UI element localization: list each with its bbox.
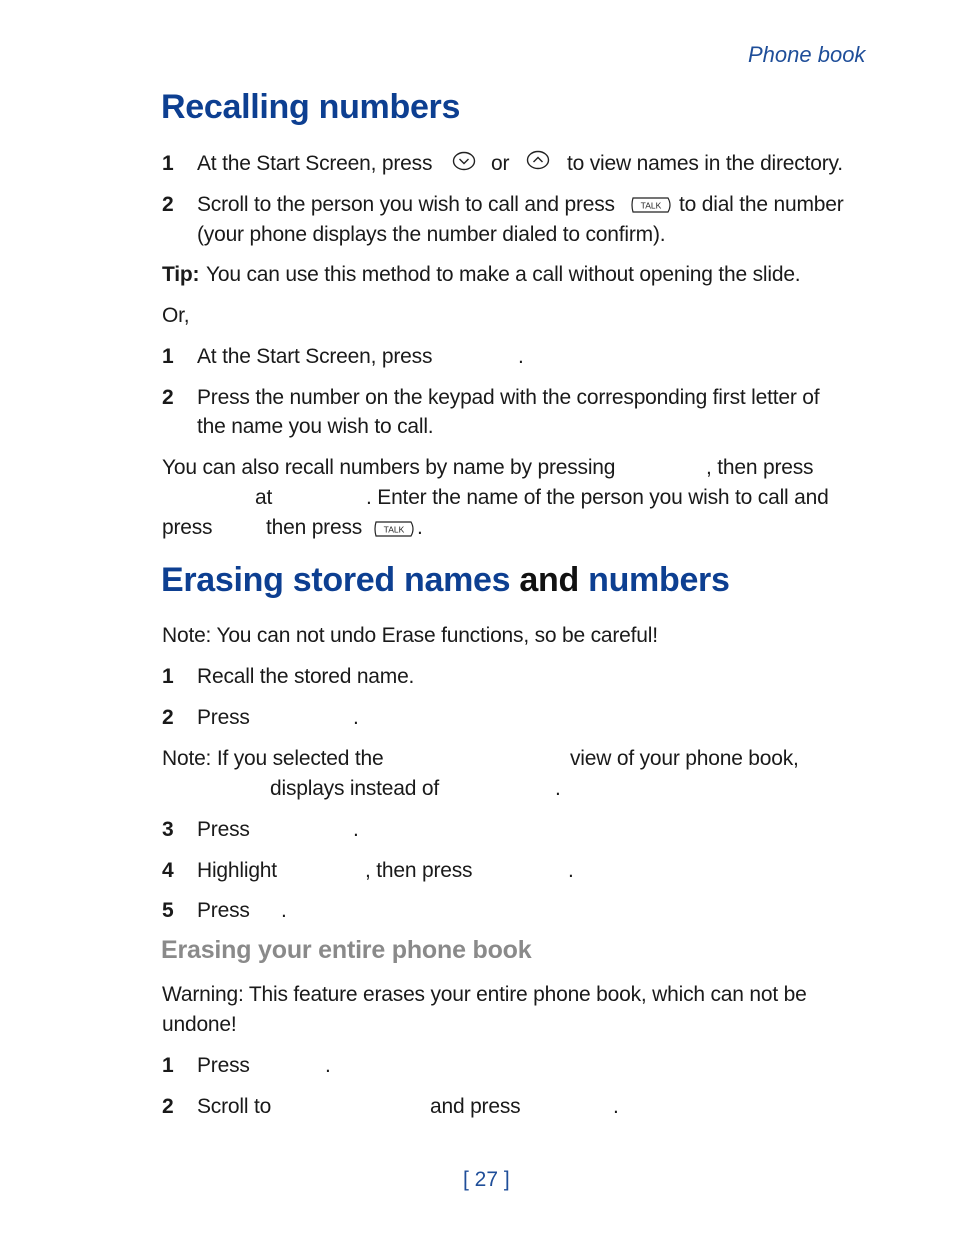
step-text: the name you wish to call. [197,415,434,438]
tip-text: You can use this method to make a call without opening the slide. [206,263,801,286]
step-number: 3 [162,818,174,841]
step-text: Press [197,1054,250,1077]
step-text: . [325,1054,331,1077]
step-text: At the Start Screen, press [197,345,433,368]
note-text: Note: If you selected the [162,747,384,770]
step-text: . [353,818,359,841]
tip-label: Tip: [162,263,200,286]
step-text: Press [197,818,250,841]
title-part: Erasing stored names [161,561,511,599]
section-title-recalling: Recalling numbers [161,88,461,126]
paragraph-text: press [162,516,213,539]
step-text: Recall the stored name. [197,665,415,688]
step-text: Press [197,899,250,922]
subsection-title: Erasing your entire phone book [161,936,532,964]
step-number: 2 [162,386,174,409]
step-number: 5 [162,899,174,922]
step-number: 4 [162,859,174,882]
step-text: (your phone displays the number dialed to confirm). [197,223,666,246]
step-number: 2 [162,706,174,729]
step-text: Scroll to the person you wish to call and press [197,193,615,216]
step-text: . [518,345,524,368]
note-text: . [555,777,561,800]
step-text: . [281,899,287,922]
svg-text:TALK: TALK [640,200,662,211]
talk-key-icon [373,519,417,539]
section-title-erasing [161,561,730,600]
title-part: numbers [588,561,730,599]
note-text: Note: You can not undo Erase functions, so be careful! [162,624,658,647]
step-text: . [353,706,359,729]
step-number: 2 [162,193,174,216]
step-text: . [568,859,574,882]
page-number: [ 27 ] [463,1168,510,1191]
step-text: Highlight [197,859,277,882]
step-text: to dial the number [679,193,844,216]
paragraph-text: at [255,486,273,509]
svg-text:TALK: TALK [383,524,405,535]
step-number: 1 [162,152,174,175]
step-number: 1 [162,345,174,368]
paragraph-text: . [417,516,423,539]
paragraph-text: . Enter the name of the person you wish to call and [366,486,829,509]
note-text: displays instead of [270,777,439,800]
talk-key-icon [630,195,674,215]
paragraph-text: , then press [706,456,814,479]
step-text: and press [430,1095,521,1118]
step-text: Press the number on the keypad with the corresponding first letter of [197,386,820,409]
step-number: 1 [162,1054,174,1077]
step-number: 2 [162,1095,174,1118]
step-text: At the Start Screen, press [197,152,433,175]
title-part: and [519,561,579,599]
step-text: Scroll to [197,1095,272,1118]
paragraph-text: You can also recall numbers by name by pressing [162,456,616,479]
warning-text: Warning: This feature erases your entire phone book, which can not be [162,983,807,1006]
step-text: . [613,1095,619,1118]
step-text: , then press [365,859,473,882]
scroll-up-key-icon [526,150,550,170]
running-header: Phone book [748,42,866,67]
step-text: to view names in the directory. [567,152,843,175]
step-text: or [491,152,510,175]
or-text: Or, [162,304,190,327]
step-number: 1 [162,665,174,688]
paragraph-text: then press [266,516,363,539]
step-text: Press [197,706,250,729]
scroll-down-key-icon [452,151,476,171]
warning-text: undone! [162,1013,237,1036]
note-text: view of your phone book, [570,747,799,770]
